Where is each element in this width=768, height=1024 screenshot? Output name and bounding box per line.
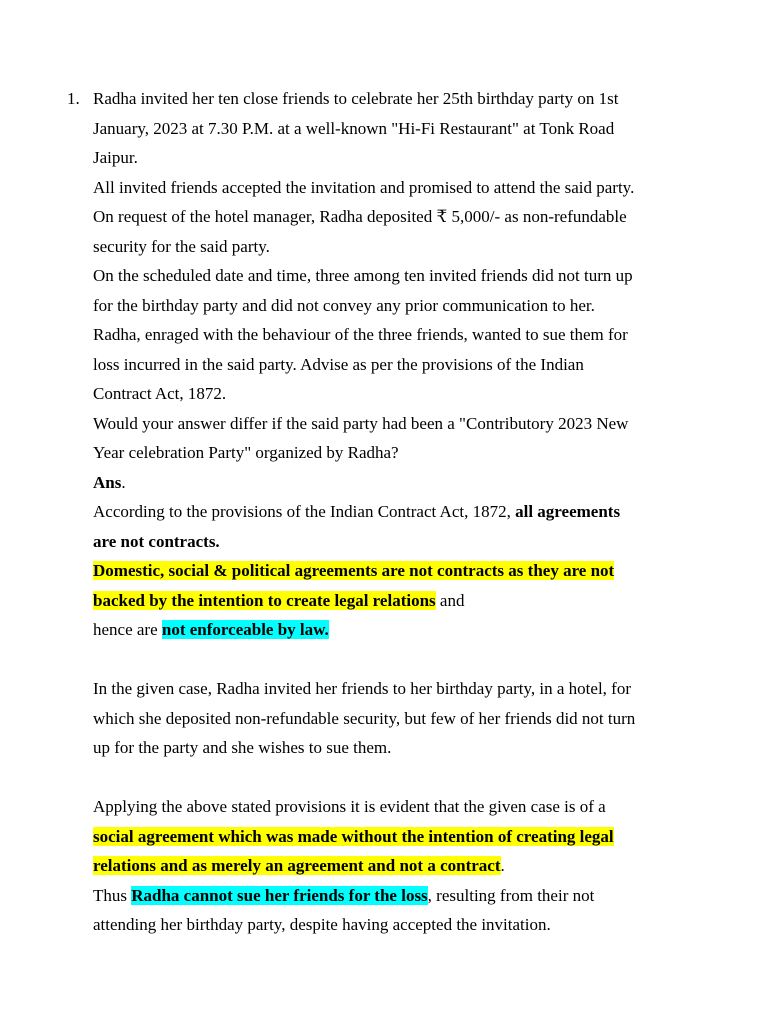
paragraph-gap	[93, 645, 693, 675]
cyan-highlight: not enforceable by law.	[161, 620, 329, 639]
question-line: for the birthday party and did not convey any prior communication to her.	[93, 295, 595, 315]
answer-paragraph-line: up for the party and she wishes to sue them.	[93, 738, 392, 757]
question-line: Radha, enraged with the behaviour of the three friends, wanted to sue them for	[93, 325, 628, 344]
answer-paragraph-line: relations and as merely an agreement and not a contract.	[93, 856, 505, 875]
answer-paragraph-line: backed by the intention to create legal relations and	[93, 590, 465, 610]
yellow-highlight: backed by the intention to create legal relations	[93, 590, 436, 610]
question-line: On request of the hotel manager, Radha deposited ₹ 5,000/- as non-refundable	[93, 207, 627, 226]
paragraph-gap	[93, 763, 693, 793]
question-line: January, 2023 at 7.30 P.M. at a well-known "Hi-Fi Restaurant" at Tonk Road	[93, 118, 615, 138]
answer-label: Ans.	[93, 472, 126, 492]
question-line: loss incurred in the said party. Advise as per the provisions of the Indian	[93, 354, 584, 374]
question-line: Contract Act, 1872.	[93, 384, 227, 403]
question-body	[93, 84, 693, 940]
cyan-highlight: Radha cannot sue her friends for the loss	[131, 885, 428, 905]
question-line: Would your answer differ if the said party had been a "Contributory 2023 New	[93, 413, 629, 433]
list-number: 1.	[67, 89, 80, 108]
answer-paragraph-line	[93, 822, 693, 852]
answer-paragraph-line: are not contracts.	[93, 531, 220, 551]
answer-paragraph-line: which she deposited non-refundable security, but few of her friends did not turn	[93, 708, 636, 728]
answer-paragraph-line: Applying the above stated provisions it is evident that the given case is of a	[93, 797, 606, 816]
question-line: security for the said party.	[93, 236, 270, 256]
question-line: Radha invited her ten close friends to celebrate her 25th birthday party on 1st	[93, 89, 619, 108]
question-line: All invited friends accepted the invitation and promised to attend the said party.	[93, 177, 635, 197]
answer-paragraph-line: In the given case, Radha invited her friends to her birthday party, in a hotel, for	[93, 679, 631, 698]
answer-paragraph-line: According to the provisions of the Indian Contract Act, 1872, all agreements	[93, 502, 621, 521]
question-line: Jaipur.	[93, 148, 138, 167]
question-line: On the scheduled date and time, three among ten invited friends did not turn up	[93, 266, 633, 285]
yellow-highlight: social agreement which was made without the intention of creating legal	[93, 826, 614, 846]
answer-paragraph-line: attending her birthday party, despite having accepted the invitation.	[93, 915, 551, 934]
yellow-highlight: relations and as merely an agreement and not a contract	[93, 856, 501, 875]
answer-paragraph-line: hence are not enforceable by law.	[93, 620, 329, 639]
question-line: Year celebration Party" organized by Radha?	[93, 443, 399, 462]
answer-paragraph-line	[93, 556, 693, 586]
answer-paragraph-line: Thus Radha cannot sue her friends for the loss, resulting from their not	[93, 885, 595, 905]
yellow-highlight: Domestic, social & political agreements are not contracts as they are not	[93, 561, 615, 580]
